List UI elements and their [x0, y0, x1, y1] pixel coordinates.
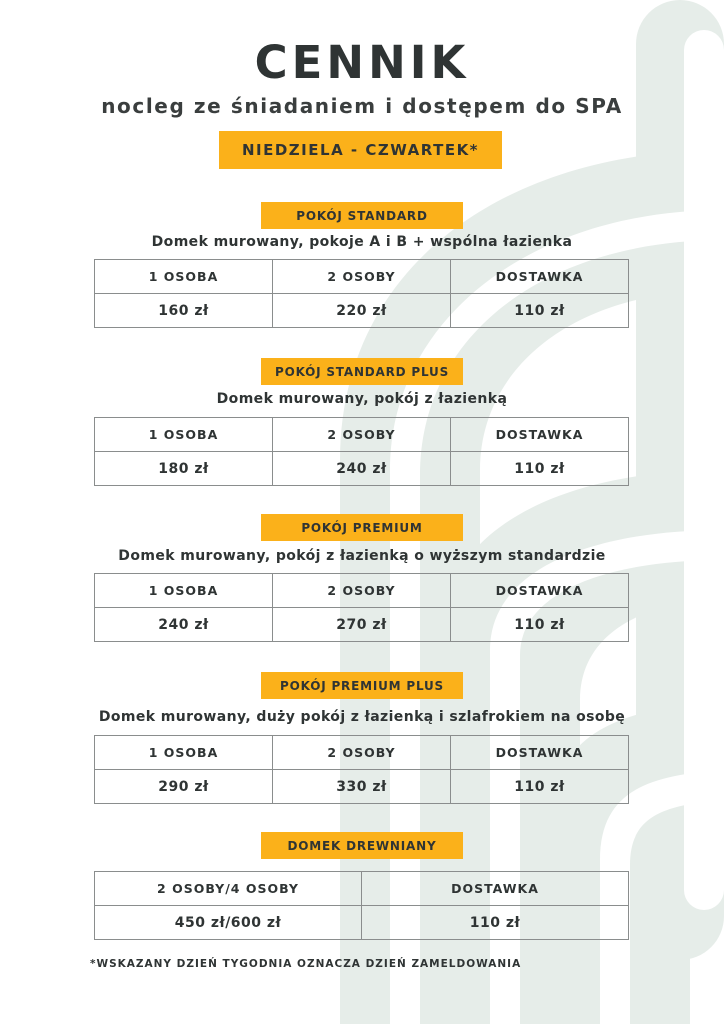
table-price-row — [95, 294, 629, 328]
section-description-premium-plus: Domek murowany, duży pokój z łazienką i szlafrokiem na osobę — [98, 709, 626, 725]
price-cell: 110 zł — [451, 294, 629, 328]
table-price-row — [95, 770, 629, 804]
table-header-cell: 2 OSOBY/4 OSOBY — [95, 872, 362, 906]
table-header-row — [95, 574, 629, 608]
table-header-cell: DOSTAWKA — [362, 872, 629, 906]
price-table-premium-plus — [94, 735, 629, 804]
section-badge-standard-plus: POKÓJ STANDARD PLUS — [261, 358, 463, 385]
price-table-wooden-house — [94, 871, 629, 940]
price-cell: 240 zł — [273, 452, 451, 486]
price-cell: 290 zł — [95, 770, 273, 804]
price-cell: 240 zł — [95, 608, 273, 642]
table-header-row — [95, 736, 629, 770]
section-description-premium: Domek murowany, pokój z łazienką o wyższym standardzie — [118, 548, 606, 564]
table-header-cell: DOSTAWKA — [451, 574, 629, 608]
table-header-cell: DOSTAWKA — [451, 736, 629, 770]
section-badge-standard: POKÓJ STANDARD — [261, 202, 463, 229]
price-cell: 180 zł — [95, 452, 273, 486]
table-header-cell: 2 OSOBY — [273, 418, 451, 452]
price-cell: 330 zł — [273, 770, 451, 804]
table-price-row — [95, 608, 629, 642]
table-header-cell: 1 OSOBA — [95, 736, 273, 770]
section-badge-wooden-house: DOMEK DREWNIANY — [261, 832, 463, 859]
footnote: *WSKAZANY DZIEŃ TYGODNIA OZNACZA DZIEŃ ZAMELDOWANIA — [90, 958, 522, 970]
price-cell: 110 zł — [451, 452, 629, 486]
section-badge-premium-plus: POKÓJ PREMIUM PLUS — [261, 672, 463, 699]
section-description-standard: Domek murowany, pokoje A i B + wspólna łazienka — [151, 234, 573, 250]
table-header-cell: 2 OSOBY — [273, 574, 451, 608]
price-cell: 270 zł — [273, 608, 451, 642]
price-table-premium — [94, 573, 629, 642]
price-table-standard — [94, 259, 629, 328]
price-cell: 220 zł — [273, 294, 451, 328]
table-header-cell: 2 OSOBY — [273, 260, 451, 294]
table-price-row — [95, 906, 629, 940]
table-header-cell: 2 OSOBY — [273, 736, 451, 770]
table-header-cell: 1 OSOBA — [95, 574, 273, 608]
days-label: NIEDZIELA - CZWARTEK* — [219, 131, 502, 169]
table-header-cell: DOSTAWKA — [451, 418, 629, 452]
table-price-row — [95, 452, 629, 486]
price-cell: 160 zł — [95, 294, 273, 328]
table-header-cell: 1 OSOBA — [95, 260, 273, 294]
table-header-row — [95, 260, 629, 294]
page-title: CENNIK — [254, 36, 470, 89]
price-table-standard-plus — [94, 417, 629, 486]
price-cell: 110 zł — [451, 770, 629, 804]
price-cell: 110 zł — [451, 608, 629, 642]
section-description-standard-plus: Domek murowany, pokój z łazienką — [216, 391, 508, 407]
table-header-cell: 1 OSOBA — [95, 418, 273, 452]
page-subtitle: nocleg ze śniadaniem i dostępem do SPA — [101, 94, 623, 118]
table-header-cell: DOSTAWKA — [451, 260, 629, 294]
price-cell: 450 zł/600 zł — [95, 906, 362, 940]
section-badge-premium: POKÓJ PREMIUM — [261, 514, 463, 541]
table-header-row — [95, 418, 629, 452]
price-cell: 110 zł — [362, 906, 629, 940]
table-header-row — [95, 872, 629, 906]
